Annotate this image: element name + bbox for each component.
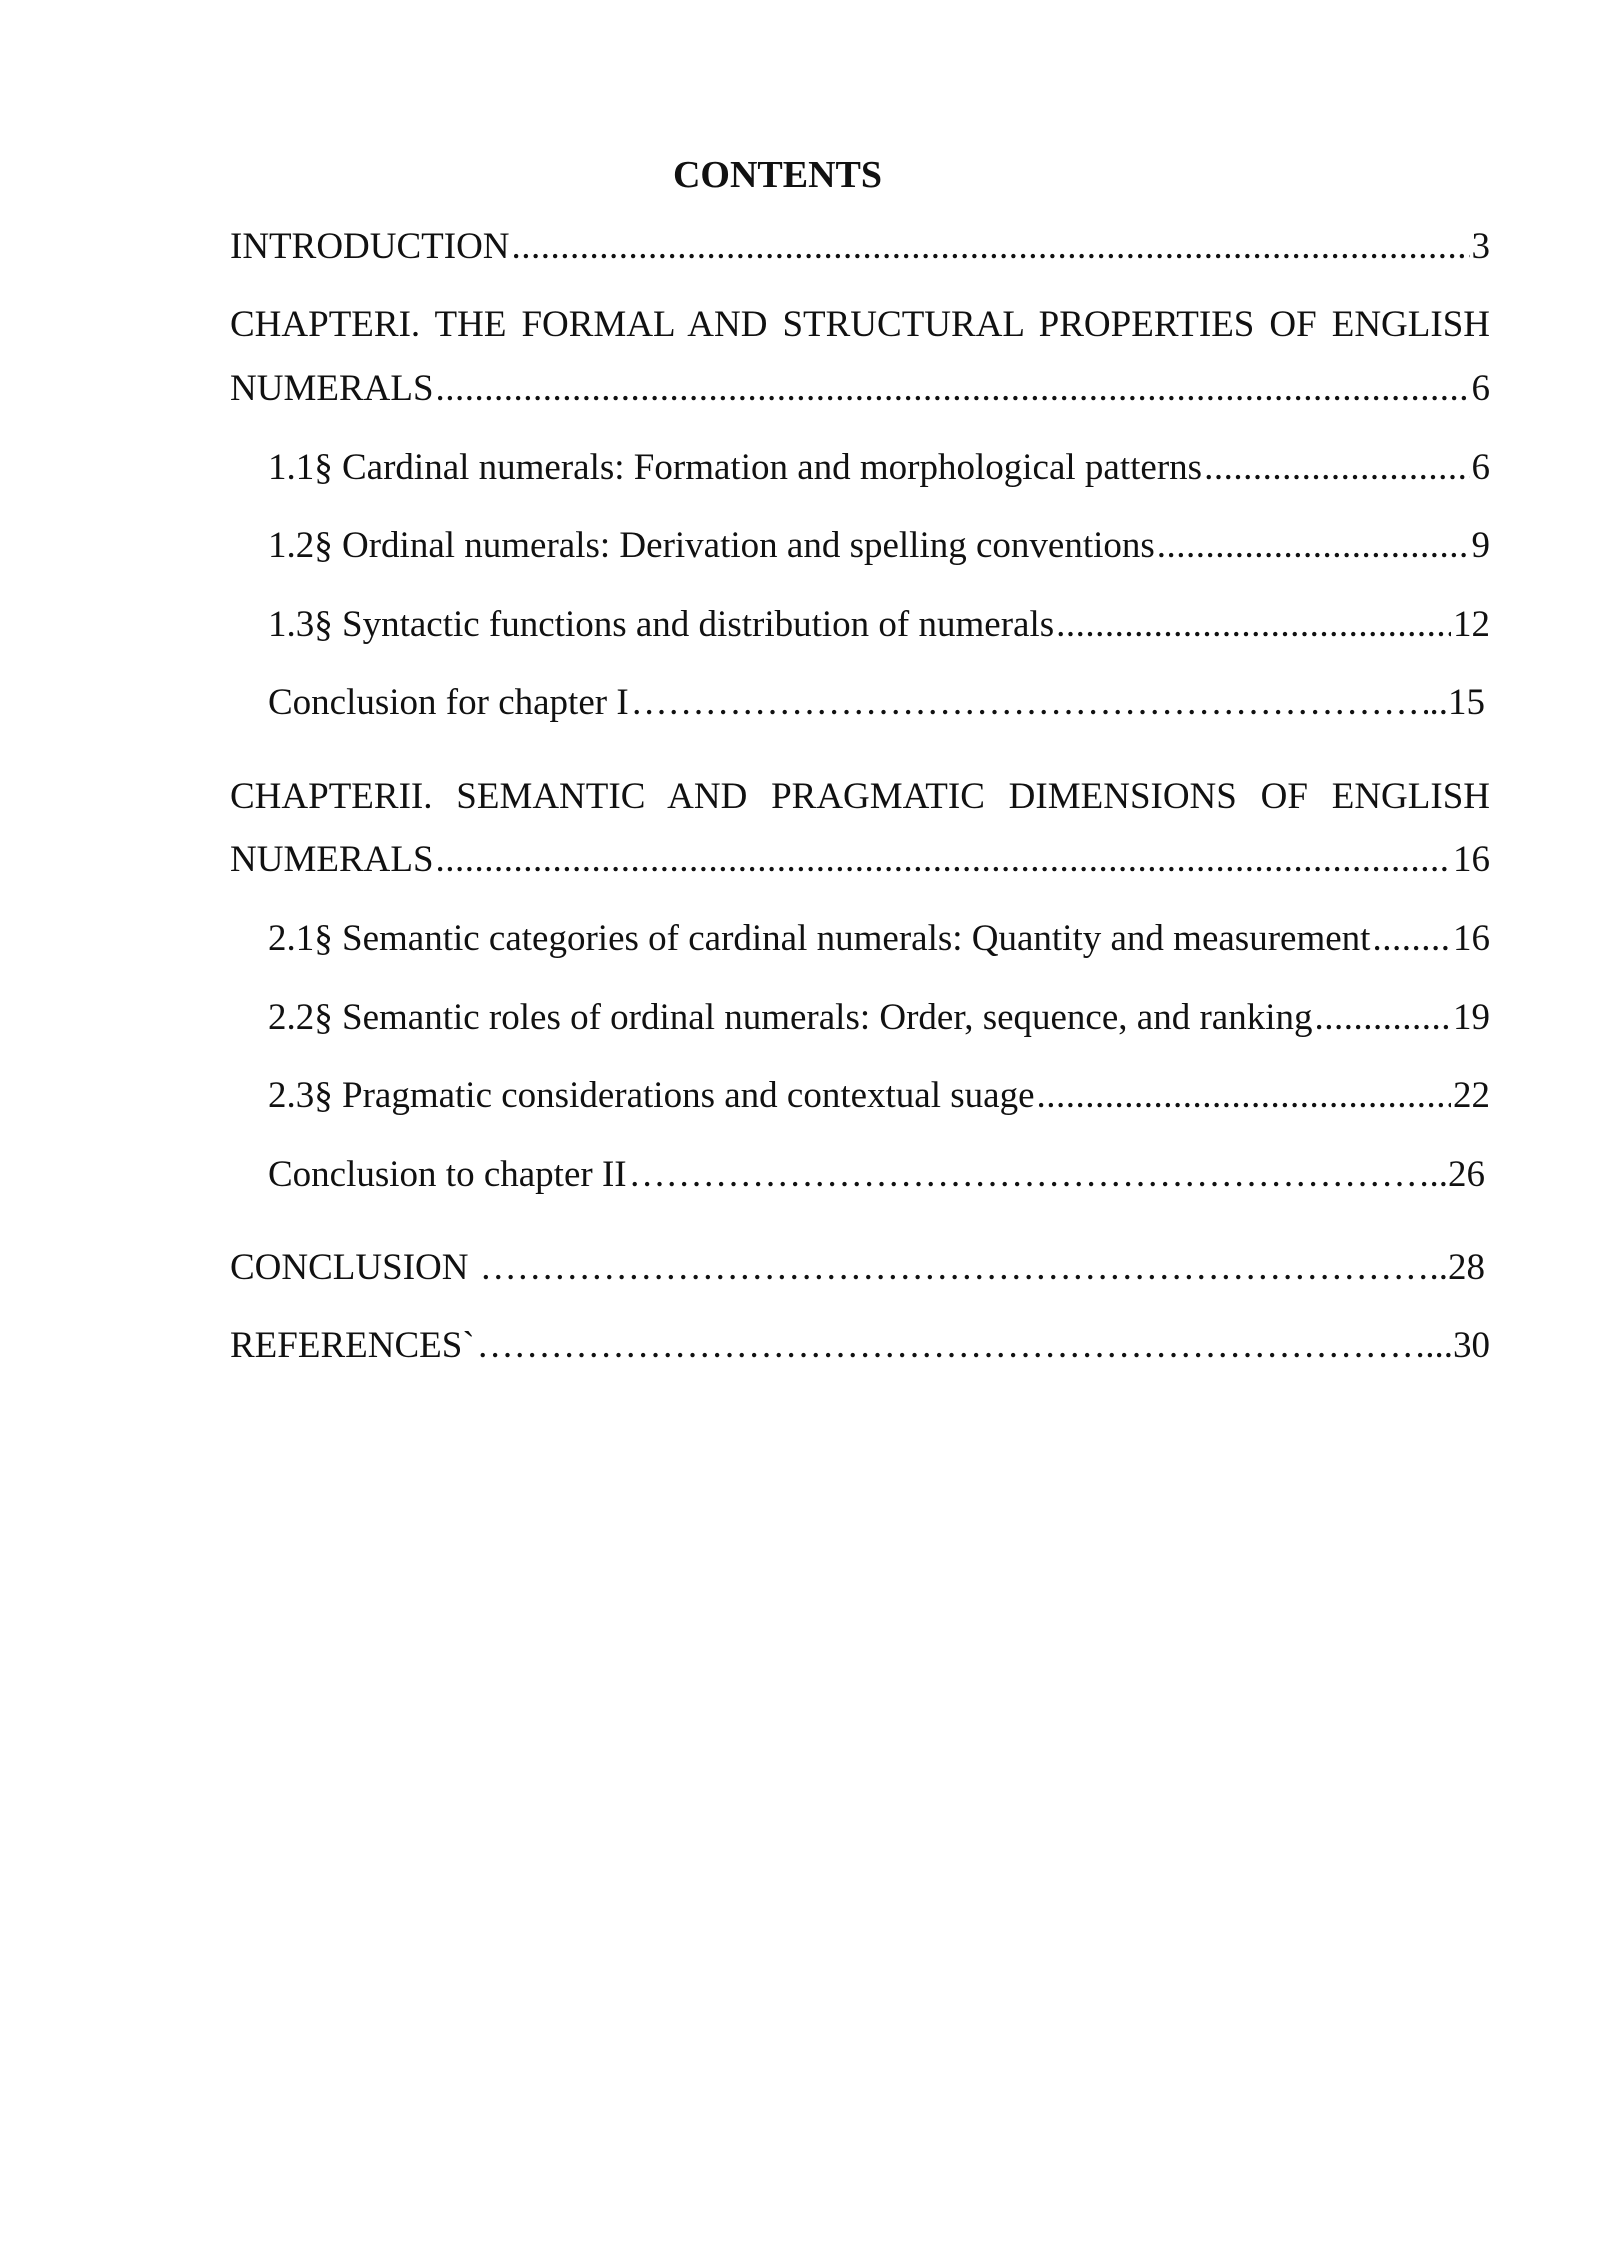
toc-page-number: ..28: [1429, 1247, 1485, 1288]
toc-entry-chapter-1[interactable]: [230, 367, 1490, 411]
dot-leader: [1204, 446, 1469, 490]
ellipsis-leader: [629, 1153, 1428, 1197]
toc-entry-label: 2.1§ Semantic categories of cardinal numerals: Quantity and measurement: [268, 918, 1371, 959]
toc-entry-conclusion-chapter-2[interactable]: [268, 1153, 1485, 1197]
toc-page-number: ..15: [1429, 682, 1485, 723]
toc-entry-references[interactable]: [230, 1324, 1490, 1368]
toc-entry-label: INTRODUCTION: [230, 226, 510, 267]
dot-leader: [1037, 1074, 1451, 1118]
toc-page-number: 6: [1471, 447, 1490, 488]
toc-page-number: 16: [1453, 839, 1490, 880]
dot-leader: [1056, 603, 1451, 647]
toc-page-number: ...30: [1425, 1325, 1490, 1366]
toc-entry-1-2[interactable]: [268, 524, 1490, 568]
page-title: CONTENTS: [672, 154, 883, 196]
dot-leader: [1372, 917, 1451, 961]
toc-entry-2-2[interactable]: [268, 996, 1490, 1040]
dot-leader: [1157, 524, 1470, 568]
toc-entry-label: 1.1§ Cardinal numerals: Formation and morphological patterns: [268, 447, 1203, 488]
toc-chapter-2-heading[interactable]: CHAPTERII. SEMANTIC AND PRAGMATIC DIMENSIONS OF ENGLISH: [230, 776, 1490, 817]
toc-entry-introduction[interactable]: [230, 225, 1490, 269]
toc-entry-label: 1.2§ Ordinal numerals: Derivation and spelling conventions: [268, 525, 1155, 566]
toc-page-number: 12: [1453, 604, 1490, 645]
ellipsis-leader: [480, 1246, 1428, 1290]
toc-entry-label: Conclusion for chapter I: [268, 682, 629, 723]
toc-page-number: 22: [1453, 1075, 1490, 1116]
ellipsis-leader: [477, 1324, 1424, 1368]
toc-entry-label: NUMERALS: [230, 368, 434, 409]
toc-entry-label: NUMERALS: [230, 839, 434, 880]
dot-leader: [436, 838, 1451, 882]
dot-leader: [436, 367, 1470, 411]
toc-entry-conclusion-chapter-1[interactable]: [268, 681, 1485, 725]
toc-page-number: 9: [1471, 525, 1490, 566]
toc-entry-label: 2.3§ Pragmatic considerations and contextual suage: [268, 1075, 1035, 1116]
toc-chapter-1-heading[interactable]: CHAPTERI. THE FORMAL AND STRUCTURAL PROPERTIES OF ENGLISH: [230, 304, 1490, 345]
toc-entry-label: REFERENCES`: [230, 1325, 475, 1366]
toc-entry-2-1[interactable]: [268, 917, 1490, 961]
toc-entry-label: 2.2§ Semantic roles of ordinal numerals: Order, sequence, and ranking: [268, 997, 1313, 1038]
toc-entry-1-1[interactable]: [268, 446, 1490, 490]
toc-entry-label: CONCLUSION: [230, 1247, 478, 1288]
toc-page-number: ..26: [1429, 1154, 1485, 1195]
dot-leader: [512, 225, 1470, 269]
toc-page-number: 19: [1453, 997, 1490, 1038]
toc-entry-2-3[interactable]: [268, 1074, 1490, 1118]
dot-leader: [1314, 996, 1451, 1040]
toc-entry-1-3[interactable]: [268, 603, 1490, 647]
toc-entry-label: Conclusion to chapter II: [268, 1154, 627, 1195]
toc-entry-conclusion[interactable]: [230, 1246, 1485, 1290]
ellipsis-leader: [631, 681, 1428, 725]
toc-entry-chapter-2[interactable]: [230, 838, 1490, 882]
toc-entry-label: 1.3§ Syntactic functions and distribution of numerals: [268, 604, 1055, 645]
toc-page-number: 3: [1471, 226, 1490, 267]
toc-page-number: 6: [1471, 368, 1490, 409]
toc-page-number: 16: [1453, 918, 1490, 959]
